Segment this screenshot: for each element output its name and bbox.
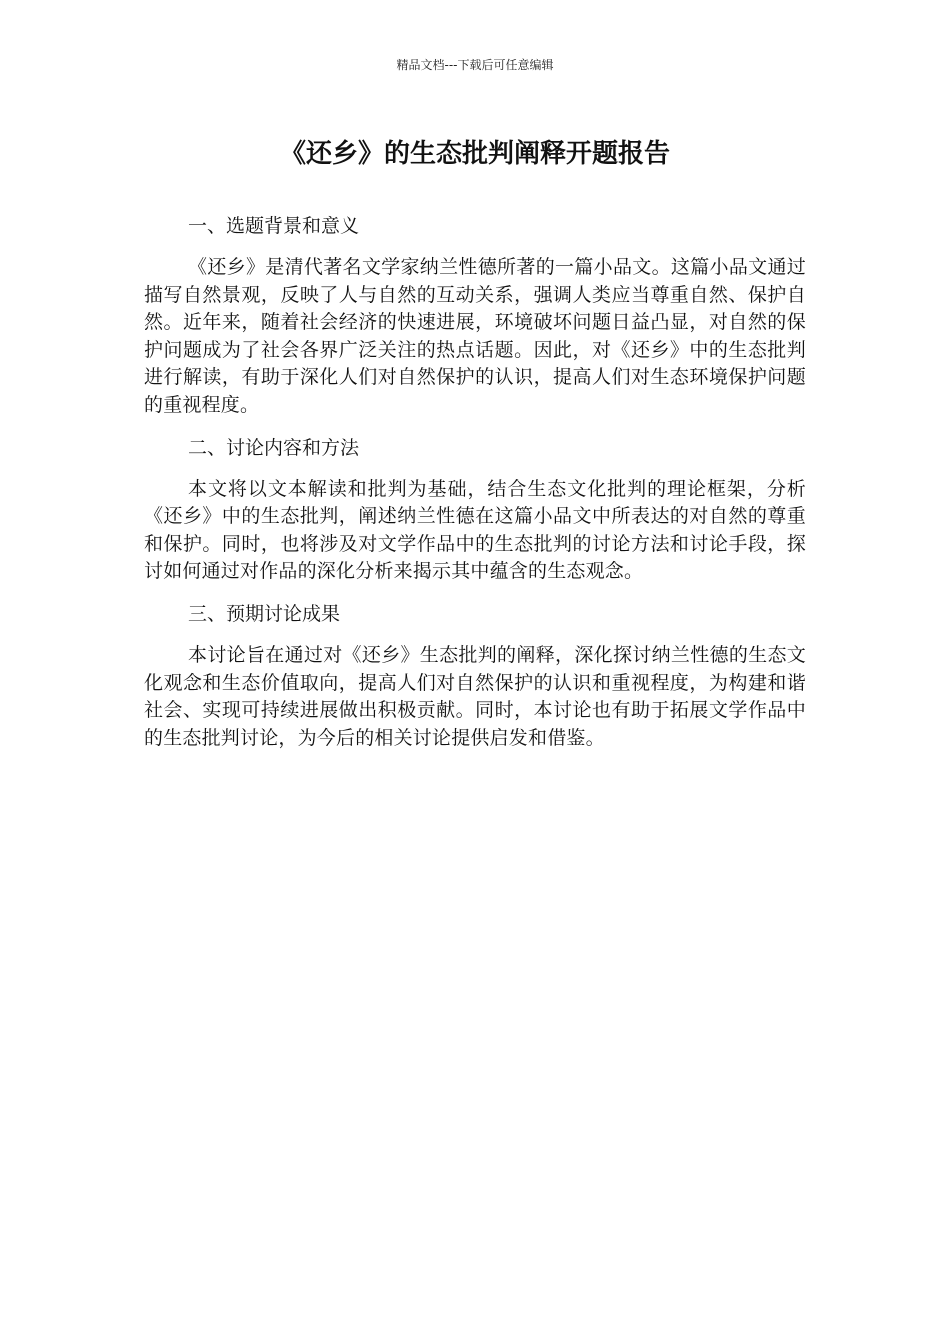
document-body — [144, 212, 806, 766]
section-paragraph: 本文将以文本解读和批判为基础，结合生态文化批判的理论框架，分析《还乡》中的生态批判，阐述纳兰性德在这篇小品文中所表达的对自然的尊重和保护。同时，也将涉及对文学作品中的生态批判的讨论方法和讨论手段，探讨如何通过对作品的深化分析来揭示其中蕴含的生态观念。 — [144, 477, 806, 583]
section-content-method — [144, 434, 806, 586]
section-heading: 三、预期讨论成果 — [188, 602, 341, 625]
document-title: 《还乡》的生态批判阐释开题报告 — [279, 139, 670, 169]
section-paragraph: 《还乡》是清代著名文学家纳兰性德所著的一篇小品文。这篇小品文通过描写自然景观，反映了人与自然的互动关系，强调人类应当尊重自然、保护自然。近年来，随着社会经济的快速进展，环境破坏问题日益凸显，对自然的保护问题成为了社会各界广泛关注的热点话题。因此，对《还乡》中的生态批判进行解读，有助于深化人们对自然保护的认识，提高人们对生态环境保护问题的重视程度。 — [144, 256, 806, 416]
section-background — [144, 212, 806, 420]
section-heading: 二、讨论内容和方法 — [188, 436, 360, 459]
section-paragraph: 本讨论旨在通过对《还乡》生态批判的阐释，深化探讨纳兰性德的生态文化观念和生态价值取向，提高人们对自然保护的认识和重视程度，为构建和谐社会、实现可持续进展做出积极贡献。同时，本讨论也有助于拓展文学作品中的生态批判讨论，为今后的相关讨论提供启发和借鉴。 — [144, 643, 806, 749]
page-header: 精品文档---下载后可任意编辑 — [396, 58, 554, 72]
section-heading: 一、选题背景和意义 — [188, 215, 360, 237]
section-expected-results — [144, 600, 806, 752]
